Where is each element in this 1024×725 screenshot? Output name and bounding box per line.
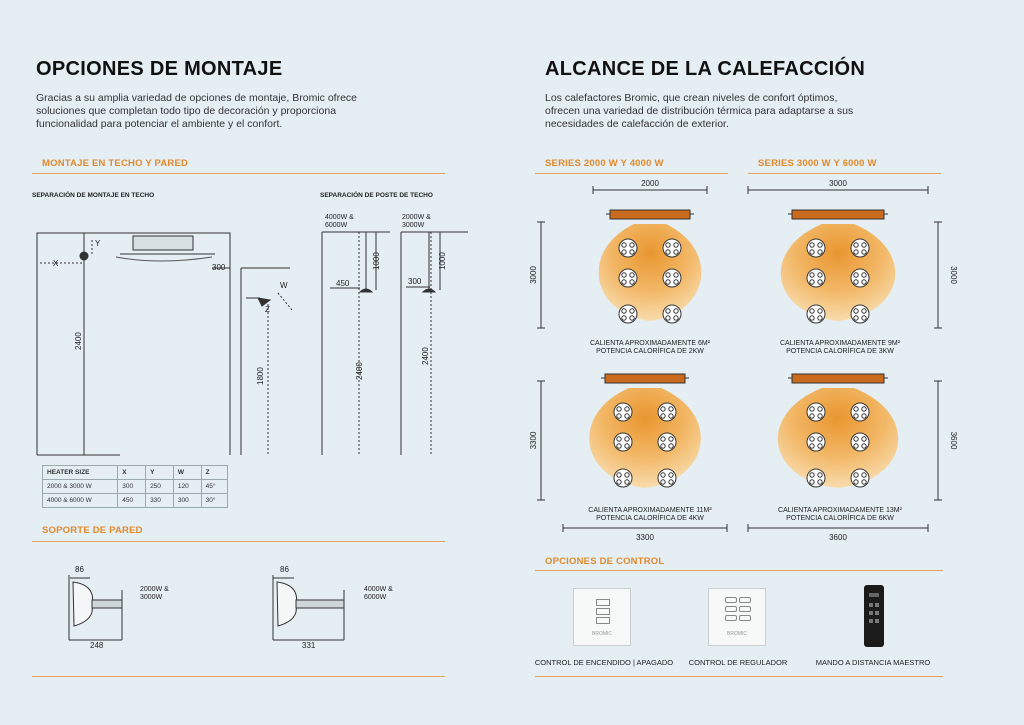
table-row: 4000 & 6000 W 450 330 300 30° <box>43 494 228 508</box>
table-header: X <box>118 466 146 480</box>
seat-icon <box>851 403 869 421</box>
series-2000-4000-heading: SERIES 2000 W Y 4000 W <box>545 158 664 169</box>
zone-caption-3kw: CALIENTA APROXIMADAMENTE 9M² POTENCIA CALORÍFICA DE 3KW <box>779 340 901 355</box>
seat-icon <box>663 239 681 257</box>
dim-300-b: 300 <box>408 277 422 286</box>
mounting-intro: Gracias a su amplia variedad de opciones de montaje, Bromic ofrece soluciones que completan todo tipo de decoración y proporciona funcionalidad para potenciar el ambiente y el confort. <box>36 92 357 130</box>
dim-1000-b: 1000 <box>438 252 447 270</box>
seat-icon <box>851 269 869 287</box>
seat-icon <box>658 433 676 451</box>
bracket-b-top: 86 <box>280 565 289 574</box>
dimmer-control-label: CONTROL DE REGULADOR <box>688 658 788 667</box>
on-off-switch-image <box>573 588 631 646</box>
seat-icon <box>619 305 637 323</box>
seat-icon <box>851 469 869 487</box>
dim-300: 300 <box>212 263 226 272</box>
seat-icon <box>658 469 676 487</box>
seat-icon <box>658 403 676 421</box>
heater-bar <box>610 210 690 219</box>
table-header: Y <box>146 466 174 480</box>
depth-label: 3300 <box>529 431 538 450</box>
brand-logo: BROMIC <box>592 631 612 637</box>
zone-caption-6kw: CALIENTA APROXIMADAMENTE 13M² POTENCIA CALORÍFICA DE 6KW <box>778 507 902 522</box>
heating-range-intro: Los calefactores Bromic, que crean niveles de confort óptimos, ofrecen una variedad de distribución térmica para adaptarse a sus necesidades de calefacción de exterior. <box>545 92 854 130</box>
depth-label: 3000 <box>949 266 958 284</box>
on-off-control-label: CONTROL DE ENCENDIDO | APAGADO <box>534 658 674 667</box>
series-3000-6000-heading: SERIES 3000 W Y 6000 W <box>758 158 877 169</box>
width-label: 3600 <box>829 533 847 542</box>
seat-icon <box>807 403 825 421</box>
seat-icon <box>807 239 825 257</box>
bracket-a-label: 2000W & 3000W <box>140 586 169 601</box>
table-header: Z <box>201 466 227 480</box>
heater-bar <box>792 374 884 383</box>
width-label: 3000 <box>829 179 847 188</box>
bracket-a-top: 86 <box>75 565 84 574</box>
width-label: 3300 <box>636 533 654 542</box>
divider <box>535 570 943 571</box>
table-header: W <box>173 466 201 480</box>
heat-zone <box>778 388 898 488</box>
seat-icon <box>663 269 681 287</box>
dim-2400-b: 2400 <box>355 362 364 380</box>
seat-icon <box>663 305 681 323</box>
depth-label: 3000 <box>529 266 538 284</box>
zone-caption-4kw: CALIENTA APROXIMADAMENTE 11M² POTENCIA CALORÍFICA DE 4KW <box>588 507 712 522</box>
post-label-2000: 2000W & 3000W <box>402 214 431 229</box>
dimmer-control-image <box>708 588 766 646</box>
dim-z: Z <box>265 305 270 314</box>
seat-icon <box>807 305 825 323</box>
seat-icon <box>851 239 869 257</box>
heater-bar <box>605 374 685 383</box>
seat-icon <box>614 469 632 487</box>
seat-icon <box>807 469 825 487</box>
divider <box>535 676 943 677</box>
brand-logo: BROMIC <box>727 631 747 637</box>
heating-range-title: ALCANCE DE LA CALEFACCIÓN <box>545 58 866 80</box>
seat-icon <box>851 433 869 451</box>
bracket-b-label: 4000W & 6000W <box>364 586 393 601</box>
bracket-b-bottom: 331 <box>302 641 316 650</box>
mounting-title: OPCIONES DE MONTAJE <box>36 58 283 80</box>
seat-icon <box>614 433 632 451</box>
dim-1800: 1800 <box>256 367 265 385</box>
master-remote-image <box>864 585 884 647</box>
table-header: HEATER SIZE <box>43 466 118 480</box>
post-label-4000: 4000W & 6000W <box>325 214 354 229</box>
section-control-options: OPCIONES DE CONTROL <box>545 556 665 567</box>
seat-icon <box>851 305 869 323</box>
seat-icon <box>619 269 637 287</box>
section-ceiling-wall-mount: MONTAJE EN TECHO Y PARED <box>42 158 189 169</box>
dim-450: 450 <box>336 279 350 288</box>
dim-y: Y <box>95 239 101 248</box>
section-wall-bracket: SOPORTE DE PARED <box>42 525 143 536</box>
width-label: 2000 <box>641 179 659 188</box>
depth-label: 3600 <box>949 431 958 450</box>
seat-icon <box>619 239 637 257</box>
dim-w: W <box>280 281 288 290</box>
heat-zone <box>599 224 702 321</box>
heat-zone <box>781 224 895 321</box>
seat-icon <box>807 433 825 451</box>
dim-2400-c: 2400 <box>421 347 430 365</box>
seat-icon <box>614 403 632 421</box>
zone-caption-2kw: CALIENTA APROXIMADAMENTE 6M² POTENCIA CALORÍFICA DE 2KW <box>589 340 711 355</box>
post-mount-label: SEPARACIÓN DE POSTE DE TECHO <box>320 192 433 199</box>
table-row: 2000 & 3000 W 300 250 120 45° <box>43 480 228 494</box>
ceiling-mount-label: SEPARACIÓN DE MONTAJE EN TECHO <box>32 192 155 199</box>
heat-zone <box>589 388 701 488</box>
heater-bar <box>792 210 884 219</box>
dim-x: X <box>53 259 59 268</box>
dim-1000-a: 1000 <box>372 252 381 270</box>
dim-2400-a: 2400 <box>74 332 83 350</box>
master-remote-label: MANDO A DISTANCIA MAESTRO <box>815 658 931 667</box>
seat-icon <box>807 269 825 287</box>
bracket-a-bottom: 248 <box>90 641 104 650</box>
